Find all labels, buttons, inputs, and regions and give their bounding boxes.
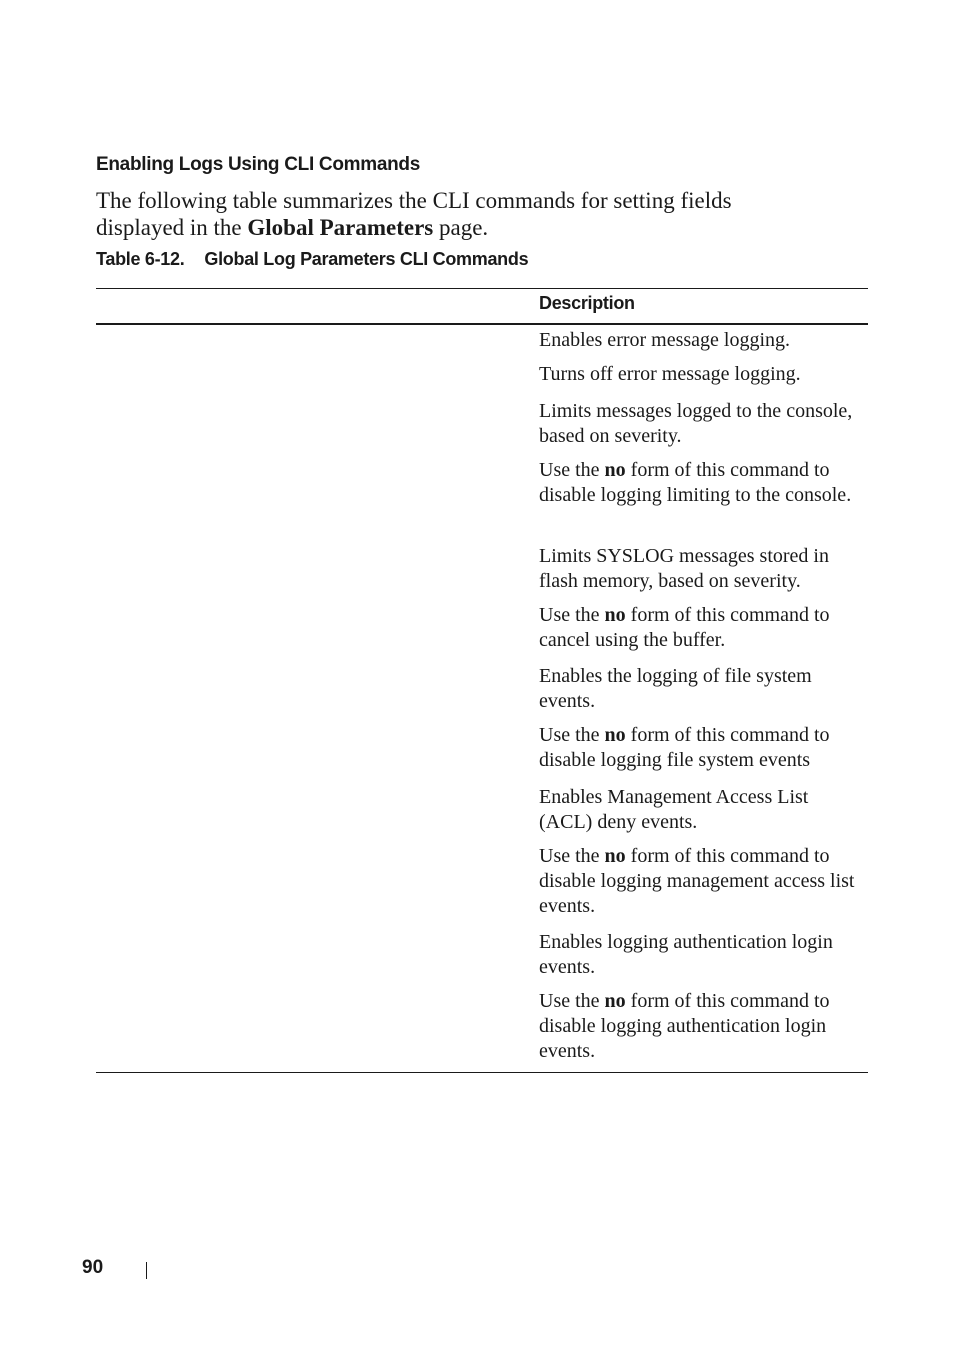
desc-text: Use the	[539, 845, 605, 867]
table-caption-number: Table 6-12.	[96, 249, 185, 269]
desc-keyword: no	[604, 990, 626, 1012]
description-cell	[539, 603, 859, 653]
footer-divider	[146, 1262, 147, 1279]
column-header-description: Description	[539, 293, 635, 313]
table-caption	[96, 249, 528, 270]
desc-keyword: no	[604, 604, 626, 626]
desc-keyword: no	[604, 845, 626, 867]
desc-text: form of this command to disable logging management access list events.	[539, 845, 855, 917]
description-cell	[539, 989, 859, 1064]
desc-text: Use the	[539, 604, 605, 626]
desc-text: form of this command to disable logging limiting to the console.	[539, 459, 852, 506]
desc-text: form of this command to cancel using the buffer.	[539, 604, 830, 651]
intro-text-before: The following table summarizes the CLI commands for setting fields displayed in the	[96, 188, 732, 240]
section-heading: Enabling Logs Using CLI Commands	[96, 154, 420, 175]
desc-text: Use the	[539, 990, 605, 1012]
table-header-rule	[96, 323, 868, 325]
description-cell: Enables logging authentication login events.	[539, 931, 833, 978]
desc-text: form of this command to disable logging authentication login events.	[539, 990, 830, 1062]
desc-text: form of this command to disable logging file system events	[539, 724, 830, 771]
description-cell: Limits messages logged to the console, based on severity.	[539, 400, 853, 447]
description-cell: Enables error message logging.	[539, 329, 791, 351]
description-cell: Enables the logging of file system events.	[539, 665, 812, 712]
page-number: 90	[82, 1257, 104, 1278]
intro-paragraph	[96, 187, 796, 241]
description-cell	[539, 844, 859, 919]
description-cell: Limits SYSLOG messages stored in flash memory, based on severity.	[539, 545, 829, 592]
description-cell: Turns off error message logging.	[539, 363, 801, 385]
description-cell	[539, 723, 859, 773]
description-cell	[539, 458, 859, 508]
desc-keyword: no	[604, 724, 626, 746]
table-bottom-rule	[96, 1072, 868, 1073]
desc-keyword: no	[604, 459, 626, 481]
intro-text-after: page.	[433, 215, 489, 240]
table-top-rule	[96, 288, 868, 289]
desc-text: Use the	[539, 724, 605, 746]
table-caption-title: Global Log Parameters CLI Commands	[204, 249, 529, 269]
description-cell: Enables Management Access List (ACL) deny events.	[539, 786, 809, 833]
intro-bold-term: Global Parameters	[247, 215, 434, 240]
desc-text: Use the	[539, 459, 605, 481]
